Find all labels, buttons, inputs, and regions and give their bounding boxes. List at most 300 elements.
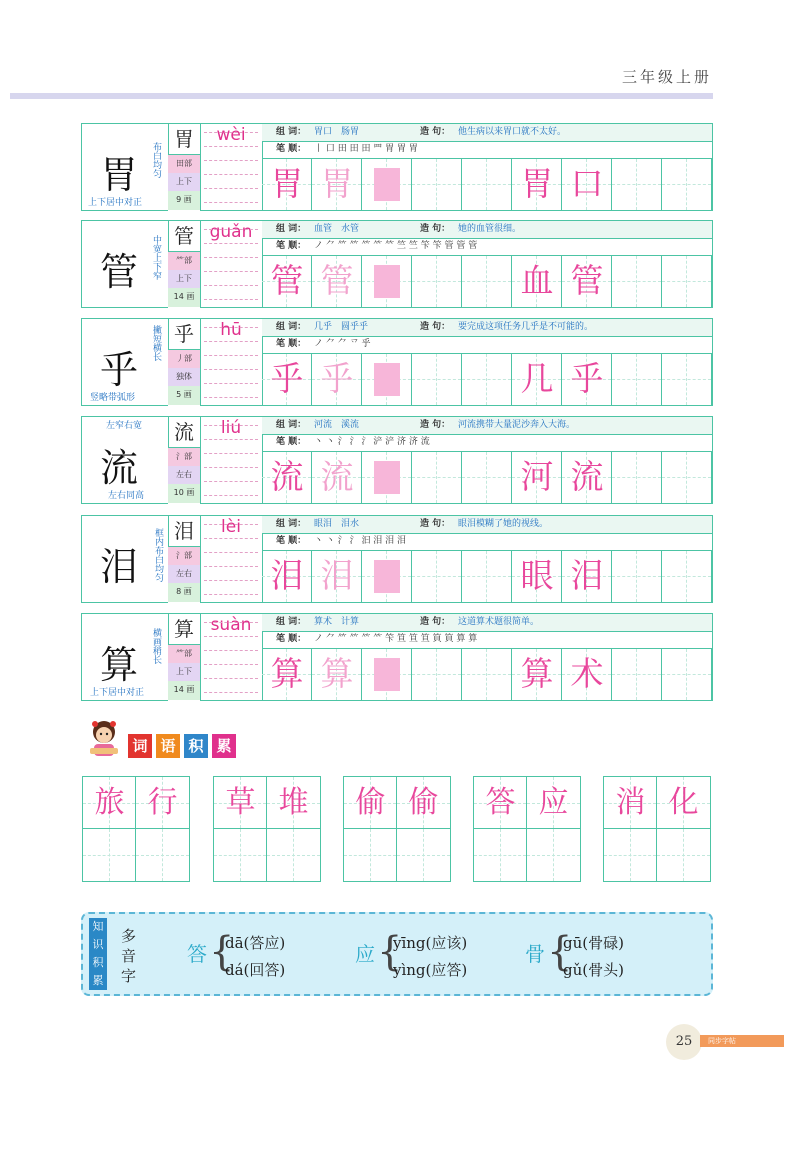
practice-cell[interactable] <box>612 649 662 700</box>
practice-char: 眼 <box>520 556 554 595</box>
practice-char: 管 <box>570 261 604 300</box>
practice-cell[interactable] <box>362 452 412 503</box>
word-row <box>262 417 712 435</box>
practice-char: 乎 <box>570 359 604 398</box>
practice-cell[interactable] <box>612 159 662 210</box>
pinyin-guide-line <box>204 229 258 230</box>
polyphone-reading: gǔ(骨头) <box>563 961 624 979</box>
practice-char: 算 <box>520 654 554 693</box>
practice-cell[interactable] <box>262 452 312 503</box>
writing-tip: 左右同高 <box>108 491 145 501</box>
practice-cell[interactable] <box>662 551 712 602</box>
trace-blot-icon <box>374 168 400 201</box>
vocab-cell[interactable] <box>474 777 527 829</box>
vocab-cell[interactable] <box>83 777 136 829</box>
zuci-text: 算术 计算 <box>314 617 360 627</box>
structure: 上下 <box>168 173 200 192</box>
pinyin-guide-line <box>204 341 258 342</box>
polyphone-reading: yīng(应该) <box>393 934 468 952</box>
practice-cell[interactable] <box>312 551 362 602</box>
stroke-count: 10 画 <box>168 484 200 504</box>
zuci-label: 组 词： <box>276 322 307 332</box>
polyphone-reading: dā(答应) <box>225 934 286 952</box>
bishun-label: 笔 顺： <box>276 437 307 447</box>
vocab-cell[interactable] <box>136 829 189 881</box>
knowledge-tag-text: 知识积累 <box>92 920 104 987</box>
zuci-label: 组 词： <box>276 617 307 627</box>
trace-blot-icon <box>374 265 400 298</box>
practice-char: 泪 <box>570 556 604 595</box>
model-char: 管 <box>100 250 139 294</box>
practice-grid <box>262 159 712 210</box>
practice-cell[interactable] <box>562 649 612 700</box>
small-char: 泪 <box>168 516 200 547</box>
stroke-count: 14 画 <box>168 681 200 701</box>
practice-cell[interactable] <box>312 256 362 307</box>
practice-cell[interactable] <box>412 452 462 503</box>
pinyin: suàn <box>210 615 252 635</box>
pinyin-guide-line <box>204 202 258 203</box>
pinyin-guide-line <box>204 594 258 595</box>
stroke-count: 8 画 <box>168 583 200 603</box>
knowledge-heading: 多音字 <box>121 927 137 985</box>
pinyin-guide-line <box>204 132 258 133</box>
vocab-word-grid <box>473 776 581 882</box>
vocab-cell[interactable] <box>657 829 710 881</box>
brace-icon: { <box>547 929 573 975</box>
pinyin-guide-line <box>204 383 258 384</box>
char-info <box>168 124 201 210</box>
writing-tip: 布白均匀 <box>151 142 161 178</box>
stroke-row <box>262 336 712 354</box>
stroke-row <box>262 141 712 159</box>
stroke-count: 5 画 <box>168 386 200 406</box>
practice-cell[interactable] <box>412 354 462 405</box>
page-number: 25 <box>666 1024 702 1060</box>
practice-cell[interactable] <box>512 159 562 210</box>
char-info <box>168 516 201 602</box>
practice-cell[interactable] <box>462 649 512 700</box>
zuci-text: 河流 溪流 <box>314 420 360 430</box>
pinyin-guide-line <box>204 243 258 244</box>
pinyin-guide-line <box>204 650 258 651</box>
radical: 田部 <box>168 155 200 174</box>
vocab-cell[interactable] <box>83 829 136 881</box>
vocab-word-grid <box>343 776 451 882</box>
practice-cell[interactable] <box>562 354 612 405</box>
char-info <box>168 614 201 700</box>
vocab-badge-1: 词 <box>128 734 152 758</box>
vocab-char: 行 <box>147 785 178 820</box>
pinyin-guide-line <box>204 692 258 693</box>
polyphone-reading: dá(回答) <box>225 961 286 979</box>
practice-cell[interactable] <box>412 649 462 700</box>
stroke-count: 14 画 <box>168 288 200 308</box>
zuci-label: 组 词： <box>276 127 307 137</box>
writing-tip: 左窄右宽 <box>106 421 143 431</box>
practice-cell[interactable] <box>262 551 312 602</box>
model-char-box <box>82 516 169 602</box>
practice-cell[interactable] <box>462 256 512 307</box>
pinyin-guide-line <box>204 355 258 356</box>
knowledge-box <box>81 912 713 996</box>
header-bar <box>10 93 713 99</box>
zaoju-label: 造 句： <box>420 519 451 529</box>
vocab-cell[interactable] <box>657 777 710 829</box>
vocab-cell[interactable] <box>604 777 657 829</box>
pinyin-guide-line <box>204 369 258 370</box>
vocab-char: 偷 <box>355 785 386 820</box>
char-info <box>168 417 201 503</box>
pinyin-area <box>200 221 263 307</box>
practice-cell[interactable] <box>512 649 562 700</box>
writing-tip: 横画稍长 <box>151 628 161 664</box>
practice-char: 泪 <box>270 556 304 595</box>
practice-cell[interactable] <box>462 452 512 503</box>
vocab-char: 偷 <box>408 785 439 820</box>
pinyin: lèi <box>221 517 241 537</box>
pinyin-area <box>200 417 263 503</box>
practice-char: 乎 <box>270 359 304 398</box>
practice-cell[interactable] <box>462 354 512 405</box>
practice-cell[interactable] <box>262 649 312 700</box>
polyphone-reading: gū(骨碌) <box>563 934 624 952</box>
practice-cell[interactable] <box>312 159 362 210</box>
trace-blot-icon <box>374 560 400 593</box>
practice-cell[interactable] <box>512 256 562 307</box>
practice-char: 胃 <box>520 164 554 203</box>
zaoju-label: 造 句： <box>420 617 451 627</box>
structure: 上下 <box>168 270 200 289</box>
pinyin: guǎn <box>209 222 253 242</box>
zaoju-label: 造 句： <box>420 322 451 332</box>
pinyin-guide-line <box>204 160 258 161</box>
pinyin-guide-line <box>204 174 258 175</box>
word-row <box>262 614 712 632</box>
pinyin-guide-line <box>204 271 258 272</box>
pinyin-guide-line <box>204 481 258 482</box>
vocab-cell[interactable] <box>214 777 267 829</box>
stroke-order: ノ ⺈ ⺈ 乊 乎 <box>314 339 371 349</box>
practice-cell[interactable] <box>562 256 612 307</box>
stroke-order: 丶 丶 氵 氵 氵 浐 浐 济 济 流 <box>314 437 430 447</box>
trace-blot-icon <box>374 363 400 396</box>
structure: 左右 <box>168 466 200 485</box>
bishun-label: 笔 顺： <box>276 634 307 644</box>
pinyin: liú <box>220 418 242 438</box>
pinyin-guide-line <box>204 146 258 147</box>
bishun-label: 笔 顺： <box>276 339 307 349</box>
stroke-row <box>262 533 712 551</box>
structure: 左右 <box>168 565 200 584</box>
model-char: 流 <box>100 446 139 490</box>
practice-cell[interactable] <box>462 551 512 602</box>
small-char: 乎 <box>168 319 200 350</box>
vocab-word-grid <box>82 776 190 882</box>
vocab-word-grid <box>213 776 321 882</box>
vocab-char: 消 <box>615 785 646 820</box>
pinyin-guide-line <box>204 678 258 679</box>
structure: 独体 <box>168 368 200 387</box>
trace-blot-icon <box>374 658 400 691</box>
practice-cell[interactable] <box>662 256 712 307</box>
vocab-char: 旅 <box>94 785 125 820</box>
character-card <box>81 515 713 603</box>
practice-cell[interactable] <box>662 354 712 405</box>
practice-cell[interactable] <box>512 452 562 503</box>
radical: ⺮部 <box>168 645 200 664</box>
model-char: 胃 <box>100 153 139 197</box>
practice-char: 术 <box>570 654 604 693</box>
vocab-badge-2: 语 <box>156 734 180 758</box>
practice-char: 算 <box>270 654 304 693</box>
pinyin-guide-line <box>204 495 258 496</box>
practice-char: 泪 <box>320 556 354 595</box>
pinyin-area <box>200 319 263 405</box>
writing-tip: 中宽上下窄 <box>151 235 161 280</box>
stroke-count: 9 画 <box>168 191 200 211</box>
character-card <box>81 123 713 211</box>
pinyin-guide-line <box>204 664 258 665</box>
small-char: 胃 <box>168 124 200 155</box>
practice-cell[interactable] <box>512 551 562 602</box>
practice-grid <box>262 354 712 405</box>
small-char: 算 <box>168 614 200 645</box>
polyphone-char-3: 骨 <box>525 942 545 966</box>
writing-tip: 竖略带弧形 <box>90 393 136 403</box>
stroke-row <box>262 434 712 452</box>
practice-cell[interactable] <box>462 159 512 210</box>
practice-cell[interactable] <box>362 649 412 700</box>
vocab-cell[interactable] <box>214 829 267 881</box>
practice-cell[interactable] <box>662 159 712 210</box>
model-char: 泪 <box>100 545 139 589</box>
pinyin-guide-line <box>204 566 258 567</box>
practice-cell[interactable] <box>662 649 712 700</box>
radical: ⺮部 <box>168 252 200 271</box>
character-card <box>81 318 713 406</box>
practice-char: 管 <box>270 261 304 300</box>
pinyin-area <box>200 516 263 602</box>
structure: 上下 <box>168 663 200 682</box>
model-char: 算 <box>100 643 139 687</box>
practice-cell[interactable] <box>362 551 412 602</box>
zuci-text: 胃口 肠胃 <box>314 127 360 137</box>
stroke-row <box>262 631 712 649</box>
zaoju-label: 造 句： <box>420 127 451 137</box>
zaoju-label: 造 句： <box>420 420 451 430</box>
vocab-cell[interactable] <box>267 829 320 881</box>
practice-cell[interactable] <box>412 551 462 602</box>
practice-cell[interactable] <box>312 649 362 700</box>
vocab-cell[interactable] <box>527 777 580 829</box>
writing-tip: 撇短横长 <box>151 325 161 361</box>
practice-cell[interactable] <box>262 256 312 307</box>
pinyin-guide-line <box>204 257 258 258</box>
practice-char: 流 <box>570 457 604 496</box>
pinyin-guide-line <box>204 327 258 328</box>
practice-grid <box>262 649 712 700</box>
char-info <box>168 319 201 405</box>
zaoju-label: 造 句： <box>420 224 451 234</box>
radical: 丿部 <box>168 350 200 369</box>
pinyin: hū <box>220 320 242 340</box>
practice-char: 河 <box>520 457 554 496</box>
writing-tip: 上下居中对正 <box>90 688 145 698</box>
writing-tip: 上下居中对正 <box>88 198 143 208</box>
vocab-word-grid <box>603 776 711 882</box>
practice-cell[interactable] <box>612 354 662 405</box>
practice-cell[interactable] <box>612 452 662 503</box>
pinyin-guide-line <box>204 467 258 468</box>
practice-cell[interactable] <box>362 256 412 307</box>
model-char-box <box>82 417 169 503</box>
pinyin-guide-line <box>204 552 258 553</box>
zuci-label: 组 词： <box>276 519 307 529</box>
pinyin-area <box>200 614 263 700</box>
practice-cell[interactable] <box>612 551 662 602</box>
trace-blot-icon <box>374 461 400 494</box>
practice-cell[interactable] <box>562 159 612 210</box>
practice-cell[interactable] <box>262 159 312 210</box>
practice-cell[interactable] <box>562 551 612 602</box>
pinyin-guide-line <box>204 425 258 426</box>
pinyin: wèi <box>216 125 246 145</box>
practice-cell[interactable] <box>412 256 462 307</box>
practice-char: 算 <box>320 654 354 693</box>
stroke-order: 丶 丶 氵 氵 汩 泪 泪 泪 <box>314 536 407 546</box>
girl-icon <box>84 718 124 758</box>
pinyin-guide-line <box>204 397 258 398</box>
vocab-cell[interactable] <box>267 777 320 829</box>
zuci-label: 组 词： <box>276 420 307 430</box>
vocab-char: 草 <box>225 785 256 820</box>
stroke-order: ノ ⺈ ⺮ ⺮ ⺮ ⺮ 笇 笪 笪 笪 筫 筫 算 算 <box>314 634 478 644</box>
pinyin-guide-line <box>204 453 258 454</box>
stroke-order: ノ ⺈ ⺮ ⺮ ⺮ ⺮ 𥫗 竺 竺 笇 笇 管 管 管 <box>314 241 478 251</box>
practice-cell[interactable] <box>612 256 662 307</box>
vocab-char: 堆 <box>278 785 309 820</box>
character-card <box>81 416 713 504</box>
model-char-box <box>82 614 169 700</box>
vocab-cell[interactable] <box>397 777 450 829</box>
model-char: 乎 <box>100 348 139 392</box>
practice-char: 管 <box>320 261 354 300</box>
bishun-label: 笔 顺： <box>276 536 307 546</box>
small-char: 流 <box>168 417 200 448</box>
practice-cell[interactable] <box>362 354 412 405</box>
practice-char: 乎 <box>320 359 354 398</box>
radical: 氵部 <box>168 448 200 467</box>
polyphone-char-2: 应 <box>355 942 375 966</box>
pinyin-guide-line <box>204 439 258 440</box>
polyphone-reading: yìng(应答) <box>393 961 468 979</box>
zaoju-text: 这道算术题很简单。 <box>458 617 540 627</box>
practice-cell[interactable] <box>412 159 462 210</box>
small-char: 管 <box>168 221 200 252</box>
character-card <box>81 613 713 701</box>
zuci-text: 眼泪 泪水 <box>314 519 360 529</box>
zaoju-text: 要完成这项任务几乎是不可能的。 <box>458 322 594 332</box>
vocab-cell[interactable] <box>527 829 580 881</box>
vocab-char: 化 <box>668 785 699 820</box>
radical: 氵部 <box>168 547 200 566</box>
word-row <box>262 319 712 337</box>
vocab-cell[interactable] <box>474 829 527 881</box>
vocab-char: 答 <box>485 785 516 820</box>
knowledge-tag <box>89 918 107 990</box>
zaoju-text: 他生病以来胃口就不太好。 <box>458 127 567 137</box>
pinyin-guide-line <box>204 299 258 300</box>
vocab-char: 应 <box>538 785 569 820</box>
practice-cell[interactable] <box>262 354 312 405</box>
vocab-cell[interactable] <box>136 777 189 829</box>
practice-char: 流 <box>320 457 354 496</box>
practice-cell[interactable] <box>362 159 412 210</box>
practice-cell[interactable] <box>562 452 612 503</box>
vocab-cell[interactable] <box>344 829 397 881</box>
zaoju-text: 河流携带大量泥沙奔入大海。 <box>458 420 576 430</box>
char-info <box>168 221 201 307</box>
vocab-badge-4: 累 <box>212 734 236 758</box>
zuci-label: 组 词： <box>276 224 307 234</box>
brace-icon: { <box>377 929 403 975</box>
model-char-box <box>82 221 169 307</box>
pinyin-area <box>200 124 263 210</box>
zaoju-text: 她的血管很细。 <box>458 224 522 234</box>
vocab-cell[interactable] <box>344 777 397 829</box>
footer-tag: 同步字帖 <box>700 1035 784 1047</box>
practice-cell[interactable] <box>662 452 712 503</box>
pinyin-guide-line <box>204 524 258 525</box>
writing-tip: 框内布白均匀 <box>153 528 163 582</box>
pinyin-guide-line <box>204 285 258 286</box>
model-char-box <box>82 319 169 405</box>
bishun-label: 笔 顺： <box>276 144 307 154</box>
zuci-text: 几乎 圆乎乎 <box>314 322 369 332</box>
practice-cell[interactable] <box>312 354 362 405</box>
vocab-cell[interactable] <box>604 829 657 881</box>
zaoju-text: 眼泪模糊了她的视线。 <box>458 519 549 529</box>
pinyin-guide-line <box>204 188 258 189</box>
practice-char: 流 <box>270 457 304 496</box>
word-row <box>262 516 712 534</box>
practice-char: 血 <box>520 261 554 300</box>
practice-cell[interactable] <box>312 452 362 503</box>
stroke-order: 丨 口 田 田 田 罒 胃 胃 胃 <box>314 144 418 154</box>
word-row <box>262 221 712 239</box>
practice-char: 口 <box>570 164 604 203</box>
word-row <box>262 124 712 142</box>
practice-cell[interactable] <box>512 354 562 405</box>
brace-icon: { <box>209 929 235 975</box>
grade-label: 三年级上册 <box>621 68 712 86</box>
pinyin-guide-line <box>204 622 258 623</box>
practice-char: 胃 <box>270 164 304 203</box>
practice-grid <box>262 551 712 602</box>
practice-grid <box>262 452 712 503</box>
vocab-badge-3: 积 <box>184 734 208 758</box>
polyphone-char-1: 答 <box>187 942 207 966</box>
vocab-cell[interactable] <box>397 829 450 881</box>
stroke-row <box>262 238 712 256</box>
practice-char: 几 <box>520 359 554 398</box>
pinyin-guide-line <box>204 636 258 637</box>
zuci-text: 血管 水管 <box>314 224 360 234</box>
model-char-box <box>82 124 169 210</box>
character-card <box>81 220 713 308</box>
pinyin-guide-line <box>204 538 258 539</box>
